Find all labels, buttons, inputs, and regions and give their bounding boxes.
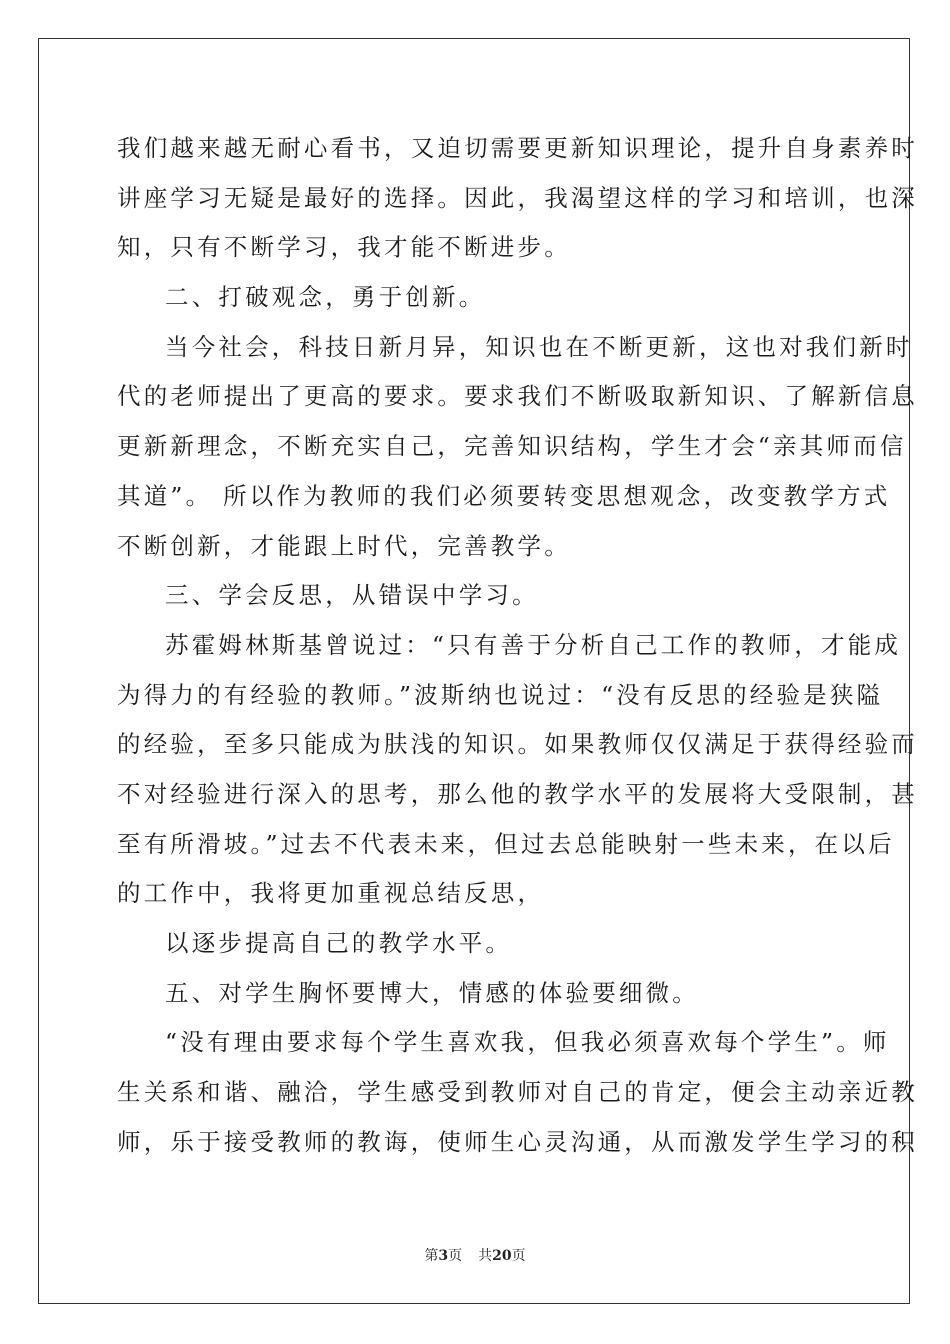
text-line: 师，乐于接受教师的教诲，使师生心灵沟通，从而激发学生学习的积	[117, 1127, 918, 1156]
text-line: 不断创新，才能跟上时代，完善教学。	[117, 531, 571, 560]
total-label-suffix: 页	[511, 1248, 526, 1264]
document-body	[117, 124, 918, 1167]
text-line: 苏霍姆林斯基曾说过：“只有善于分析自己工作的教师，才能成	[165, 630, 902, 659]
text-line: “没有理由要求每个学生喜欢我，但我必须喜欢每个学生”。师	[165, 1028, 890, 1057]
text-line: 代的老师提出了更高的要求。要求我们不断吸取新知识、了解新信息	[117, 382, 918, 411]
section-heading: 五、对学生胸怀要博大，情感的体验要细微。	[165, 978, 699, 1007]
total-page-number: 20	[492, 1248, 512, 1264]
current-page-number: 3	[438, 1248, 449, 1264]
text-line: 的工作中，我将更加重视总结反思，	[117, 879, 545, 908]
text-line: 知，只有不断学习，我才能不断进步。	[117, 233, 571, 262]
text-line: 为得力的有经验的教师。”波斯纳也说过：“没有反思的经验是狭隘	[117, 680, 884, 709]
section-heading: 三、学会反思，从错误中学习。	[165, 581, 539, 610]
text-line: 以逐步提高自己的教学水平。	[165, 929, 513, 957]
text-line: 讲座学习无疑是最好的选择。因此，我渴望这样的学习和培训，也深	[117, 183, 918, 212]
text-line: 当今社会，科技日新月异，知识也在不断更新，这也对我们新时	[165, 332, 913, 361]
text-line: 更新新理念，不断充实自己，完善知识结构，学生才会“亲其师而信	[117, 432, 907, 461]
text-line: 的经验，至多只能成为肤浅的知识。如果教师仅仅满足于获得经验而	[117, 730, 918, 759]
page-footer	[0, 1246, 950, 1266]
section-heading: 二、打破观念，勇于创新。	[165, 283, 486, 312]
page-label-suffix: 页	[448, 1248, 463, 1264]
text-line: 不对经验进行深入的思考，那么他的教学水平的发展将大受限制，甚	[117, 779, 918, 808]
total-label-prefix: 共	[478, 1248, 493, 1264]
text-line: 我们越来越无耐心看书，又迫切需要更新知识理论，提升自身素养时	[117, 134, 918, 162]
text-line: 其道”。 所以作为教师的我们必须要转变思想观念，改变教学方式	[117, 481, 891, 510]
text-line: 生关系和谐、融洽，学生感受到教师对自己的肯定，便会主动亲近教	[117, 1078, 918, 1107]
page-label-prefix: 第	[424, 1248, 439, 1264]
text-line: 至有所滑坡。”过去不代表未来，但过去总能映射一些未来，在以后	[117, 829, 895, 858]
